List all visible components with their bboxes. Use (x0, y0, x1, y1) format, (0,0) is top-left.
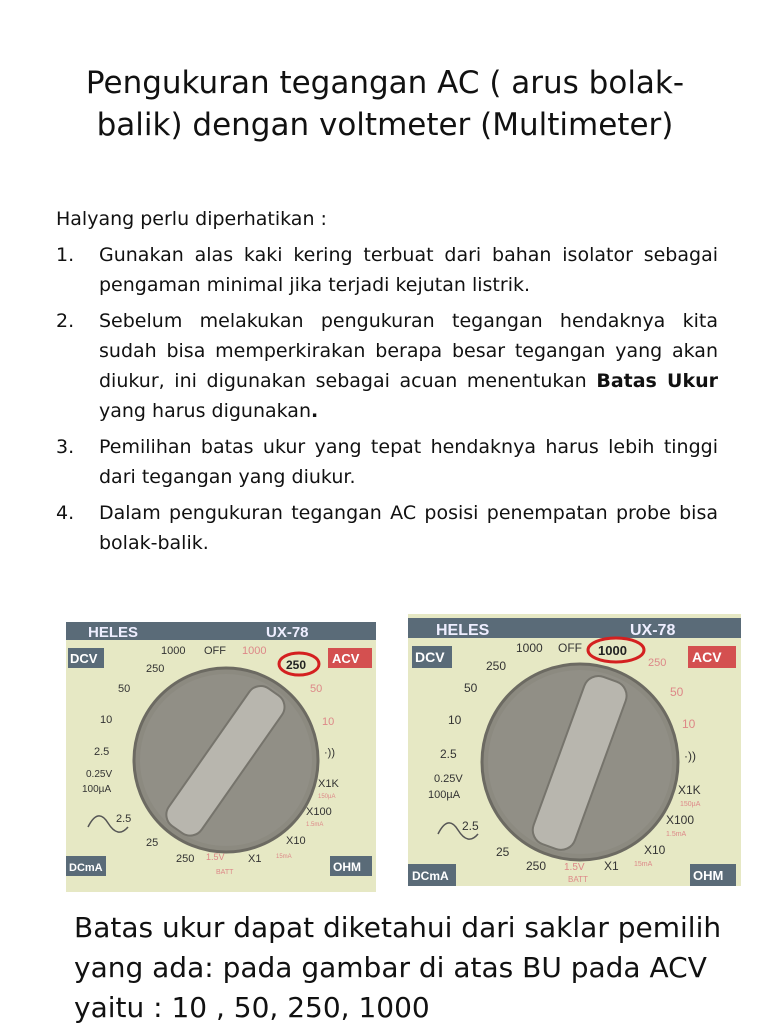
dial-label: 1000 (161, 645, 186, 657)
dial-label: 250 (176, 853, 195, 865)
dial-label: 250 (648, 657, 667, 669)
acv-label: ACV (332, 651, 360, 666)
dial-label: 100µA (428, 789, 461, 801)
list-item (56, 498, 718, 558)
dial-label: 10 (100, 714, 113, 726)
item-text: Gunakan alas kaki kering terbuat dari bahan isolator sebagai pengaman minimal jika terjadi kejutan listrik. (99, 244, 718, 296)
multimeter-dial-image-1 (66, 622, 376, 892)
off-label: OFF (204, 645, 226, 657)
dial-label: 50 (670, 685, 684, 699)
dial-label: X1 (248, 853, 262, 865)
highlight-1000-label: 1000 (598, 643, 627, 658)
list-item (56, 240, 718, 300)
dial-label: 0.25V (434, 773, 463, 785)
dial-label: 1000 (516, 641, 543, 655)
dial-label: 1.5V (206, 852, 225, 862)
dial-label: ·)) (324, 747, 335, 759)
dial-label: 10 (322, 716, 335, 728)
dial-label: 1000 (242, 645, 267, 657)
dial-label: X10 (644, 843, 666, 857)
dial-sublabel: 15mA (634, 861, 653, 868)
intro-text: Halyang perlu diperhatikan : (56, 208, 327, 230)
dial-label: X100 (306, 806, 332, 818)
dial-label: 2.5 (94, 746, 110, 758)
list-item (56, 306, 718, 426)
dial-label: 10 (682, 717, 696, 731)
item-number: 3. (56, 436, 75, 458)
model-label: UX-78 (266, 624, 309, 641)
item-text-end: . (311, 400, 319, 422)
dcv-label: DCV (415, 649, 445, 665)
dcma-label: DCmA (412, 869, 449, 883)
dial-label: 50 (464, 681, 478, 695)
dial-label: 10 (448, 713, 462, 727)
item-number: 4. (56, 502, 75, 524)
dial-label: 250 (146, 663, 165, 675)
dial-label: X1K (678, 783, 701, 797)
dial-label: 2.5 (462, 819, 479, 833)
dial-label: 250 (486, 659, 507, 673)
dial-label: 1.5V (564, 862, 585, 873)
batt-label: BATT (216, 869, 234, 876)
item-text: Sebelum melakukan pengukuran tegangan hendaknya kita sudah bisa memperkirakan berapa besar tegangan yang akan diukur, ini digunakan sebagai acuan menentukan (99, 310, 718, 392)
multimeter-dial-svg-1 (66, 622, 376, 892)
dial-label: ·)) (684, 749, 696, 763)
item-number: 1. (56, 244, 75, 266)
item-bold-text: Batas Ukur (596, 370, 719, 392)
dial-sublabel: 1.5mA (306, 822, 324, 828)
dial-sublabel: 150µA (680, 801, 701, 808)
dial-label: 25 (496, 845, 510, 859)
item-text: Pemilihan batas ukur yang tepat hendaknya harus lebih tinggi dari tegangan yang diukur. (99, 436, 718, 488)
ohm-label: OHM (333, 860, 361, 874)
dcma-label: DCmA (69, 862, 103, 874)
dial-label: 100µA (82, 784, 112, 795)
page-title: Pengukuran tegangan AC ( arus bolak-balik) dengan voltmeter (Multimeter) (85, 65, 685, 143)
item-text-after: yang harus digunakan (99, 400, 311, 422)
item-text: Dalam pengukuran tegangan AC posisi penempatan probe bisa bolak-balik. (99, 502, 718, 554)
multimeter-dial-svg-2 (408, 614, 741, 886)
dial-label: 250 (526, 859, 547, 873)
dial-label: 2.5 (116, 813, 132, 825)
multimeter-dial-image-2 (408, 614, 741, 886)
dial-label: 0.25V (86, 769, 113, 780)
instruction-list (56, 240, 718, 564)
off-label: OFF (558, 641, 582, 655)
dial-sublabel: 150µA (318, 794, 336, 800)
caption-text: Batas ukur dapat diketahui dari saklar pemilih yang ada: pada gambar di atas BU pada ACV yaitu : 10 , 50, 250, 1000 (74, 911, 722, 1024)
acv-label: ACV (692, 649, 722, 665)
ohm-label: OHM (693, 868, 724, 883)
highlight-250-label: 250 (286, 658, 307, 672)
model-label: UX-78 (630, 622, 676, 639)
dcv-label: DCV (70, 651, 98, 666)
dial-label: 50 (118, 683, 131, 695)
item-number: 2. (56, 310, 75, 332)
dial-label: X1K (318, 778, 339, 790)
dial-label: 25 (146, 837, 159, 849)
list-item (56, 432, 718, 492)
dial-label: X1 (604, 859, 619, 873)
brand-label: HELES (436, 622, 490, 639)
dial-sublabel: 15mA (276, 854, 292, 860)
batt-label: BATT (568, 875, 588, 884)
dial-label: 2.5 (440, 747, 457, 761)
dial-sublabel: 1.5mA (666, 831, 687, 838)
dial-label: 50 (310, 683, 323, 695)
dial-label: X100 (666, 813, 695, 827)
dial-label: X10 (286, 835, 306, 847)
brand-label: HELES (88, 624, 139, 641)
